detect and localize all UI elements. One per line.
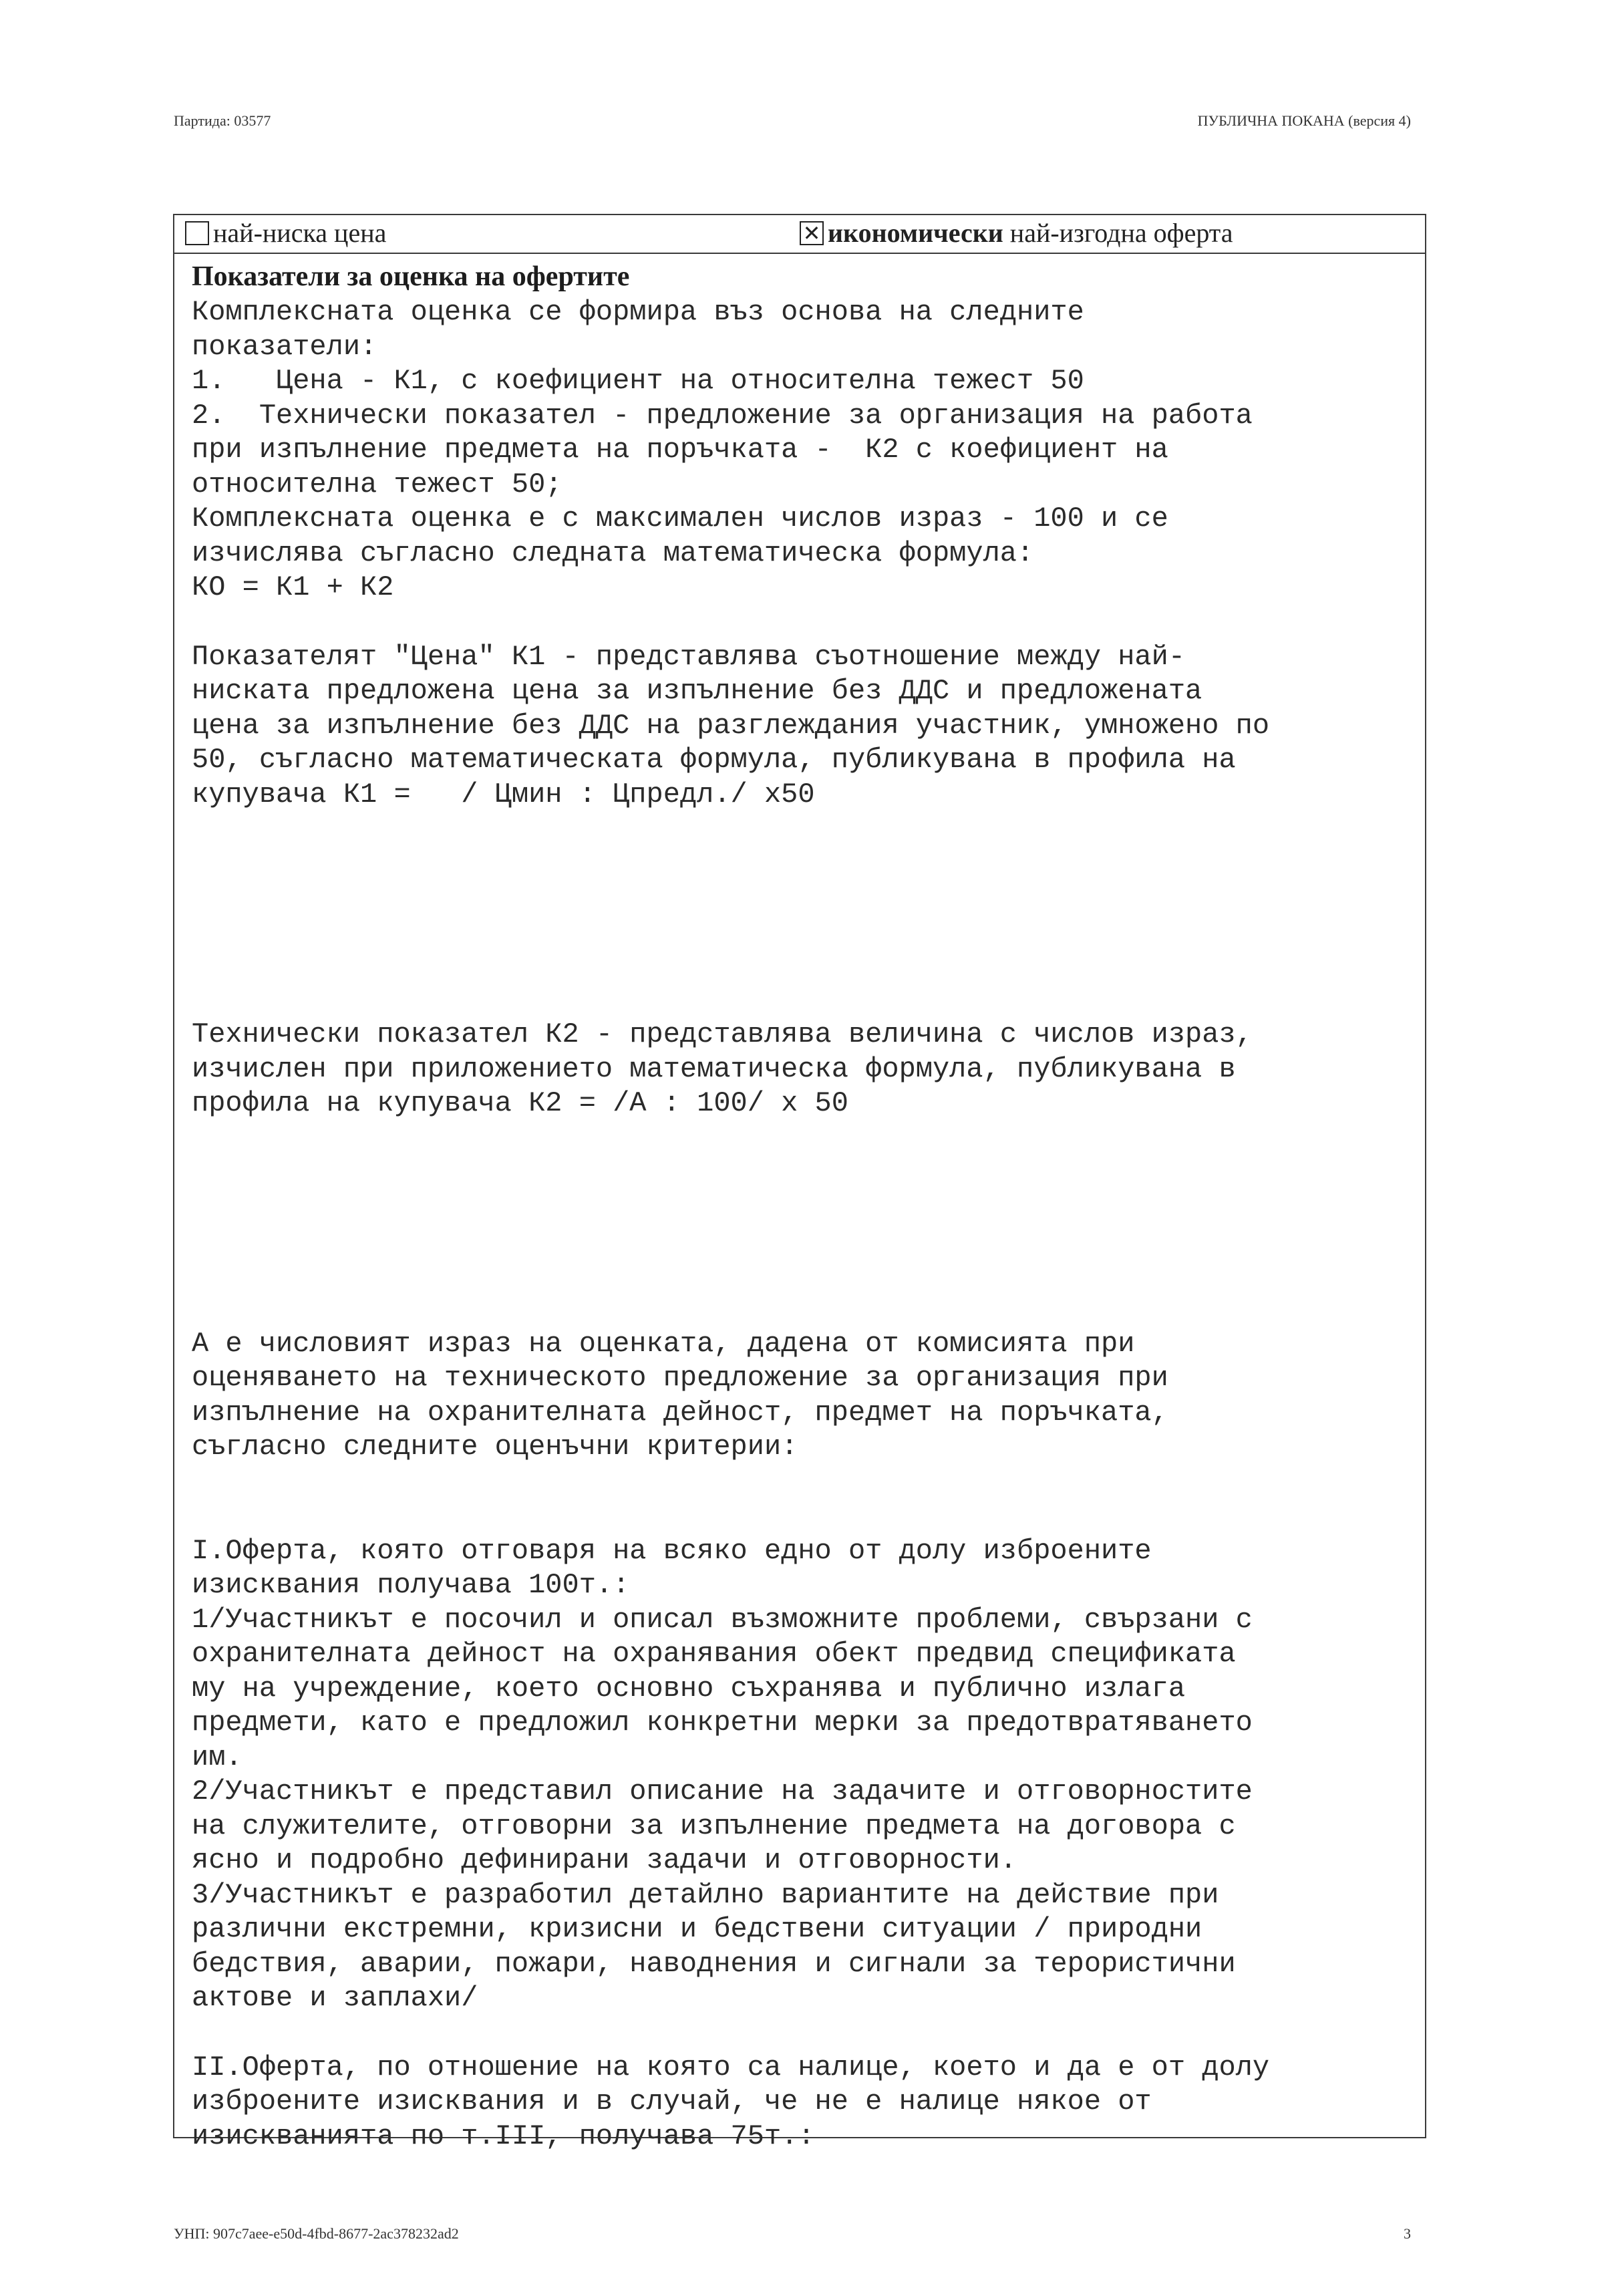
text-line: 50, съгласно математическата формула, публикувана в профила на [192, 744, 1236, 776]
text-line: относителна тежест 50; [192, 468, 562, 500]
text-line: Комплексната оценка се формира въз основа на следните [192, 296, 1084, 328]
section-title: Показатели за оценка на офертите [192, 261, 630, 292]
text-line: Показателят "Цена" К1 - представлява съотношение между най- [192, 640, 1186, 673]
text-line: предмети, като е предложил конкретни мерки за предотвратяването [192, 1707, 1253, 1739]
text-line: изпълнение на охранителната дейност, предмет на поръчката, [192, 1396, 1168, 1429]
criterion-lowest-price[interactable] [185, 217, 386, 249]
text-line: бедствия, аварии, пожари, наводнения и сигнали за терористични [192, 1947, 1236, 1980]
text-line: 3/Участникът е разработил детайлно вариантите на действие при [192, 1878, 1219, 1911]
text-line: 1/Участникът е посочил и описал възможните проблеми, свързани с [192, 1603, 1253, 1636]
text-line: I.Оферта, която отговаря на всяко едно от долу изброените [192, 1534, 1152, 1567]
text-line: профила на купувача К2 = /А : 100/ х 50 [192, 1087, 848, 1119]
criteria-table [173, 214, 1426, 2152]
award-criteria-row [174, 215, 1425, 254]
paragraph [192, 1018, 1414, 1121]
text-line: изчислява съгласно следната математическа формула: [192, 537, 1034, 569]
text-line: изисквания получава 100т.: [192, 1569, 630, 1601]
criterion-most-advantageous[interactable] [800, 217, 1233, 249]
text-line: показатели: [192, 330, 377, 363]
empty-checkbox-icon[interactable] [185, 221, 209, 245]
text-line: актове и заплахи/ [192, 1982, 478, 2014]
paragraph [192, 640, 1414, 813]
paragraph [192, 295, 1414, 605]
text-line: изброените изисквания и в случай, че не е налице някое от [192, 2086, 1152, 2118]
text-line: ясно и подробно дефинирани задачи и отговорности. [192, 1844, 1017, 1876]
text-line: КО = К1 + К2 [192, 571, 394, 603]
text-line: изчислен при приложението математическа формула, публикувана в [192, 1052, 1236, 1085]
text-line: различни екстремни, кризисни и бедствени ситуации / природни [192, 1913, 1202, 1945]
text-line: цена за изпълнение без ДДС на разглеждания участник, умножено по [192, 709, 1270, 742]
text-line: 2/Участникът е представил описание на задачите и отговорностите [192, 1775, 1253, 1808]
text-line: Технически показател К2 - представлява величина с числов израз, [192, 1018, 1253, 1050]
text-line: оценяването на техническото предложение за организация при [192, 1362, 1168, 1394]
criterion-lowest-price-label: най-ниска цена [213, 218, 387, 248]
text-line: охранителната дейност на охранявания обект предвид спецификата [192, 1638, 1236, 1670]
text-line: на служителите, отговорни за изпълнение предмета на договора с [192, 1810, 1236, 1842]
paragraphs [192, 295, 1414, 2154]
paragraph [192, 1534, 1414, 2016]
text-line: съгласно следните оценъчни критерии: [192, 1431, 798, 1463]
text-line: изискванията по т.III, получава 75т.: [192, 2120, 815, 2152]
criterion-advantageous-label-rest: най-изгодна оферта [1003, 218, 1233, 248]
text-line: ниската предложена цена за изпълнение без ДДС и предложената [192, 675, 1202, 707]
checked-checkbox-icon[interactable]: ✕ [800, 221, 824, 245]
text-line: 2. Технически показател - предложение за организация на работа [192, 399, 1253, 432]
text-line: купувача К1 = / Цмин : Цпредл./ х50 [192, 778, 815, 811]
text-line: II.Оферта, по отношение на която са налице, което и да е от долу [192, 2051, 1270, 2084]
header-document-title: ПУБЛИЧНА ПОКАНА (версия 4) [1197, 112, 1411, 129]
text-line: им. [192, 1741, 243, 1773]
text-line: Комплексната оценка е с максимален числов израз - 100 и се [192, 503, 1168, 535]
text-line: А е числовият израз на оценката, дадена от комисията при [192, 1327, 1135, 1360]
text-line: при изпълнение предмета на поръчката - К2 с коефициент на [192, 434, 1168, 466]
text-line: му на учреждение, което основно съхранява и публично излага [192, 1672, 1186, 1705]
header-batch-number: Партида: 03577 [174, 112, 271, 129]
paragraph [192, 2051, 1414, 2154]
evaluation-content [192, 261, 1414, 2154]
text-line: 1. Цена - К1, с коефициент на относителна тежест 50 [192, 365, 1084, 397]
page-number: 3 [1404, 2225, 1411, 2242]
criterion-advantageous-label-bold: икономически [828, 218, 1003, 248]
paragraph [192, 1327, 1414, 1465]
footer-unp: УНП: 907c7aee-e50d-4fbd-8677-2ac378232ad2 [174, 2225, 459, 2242]
